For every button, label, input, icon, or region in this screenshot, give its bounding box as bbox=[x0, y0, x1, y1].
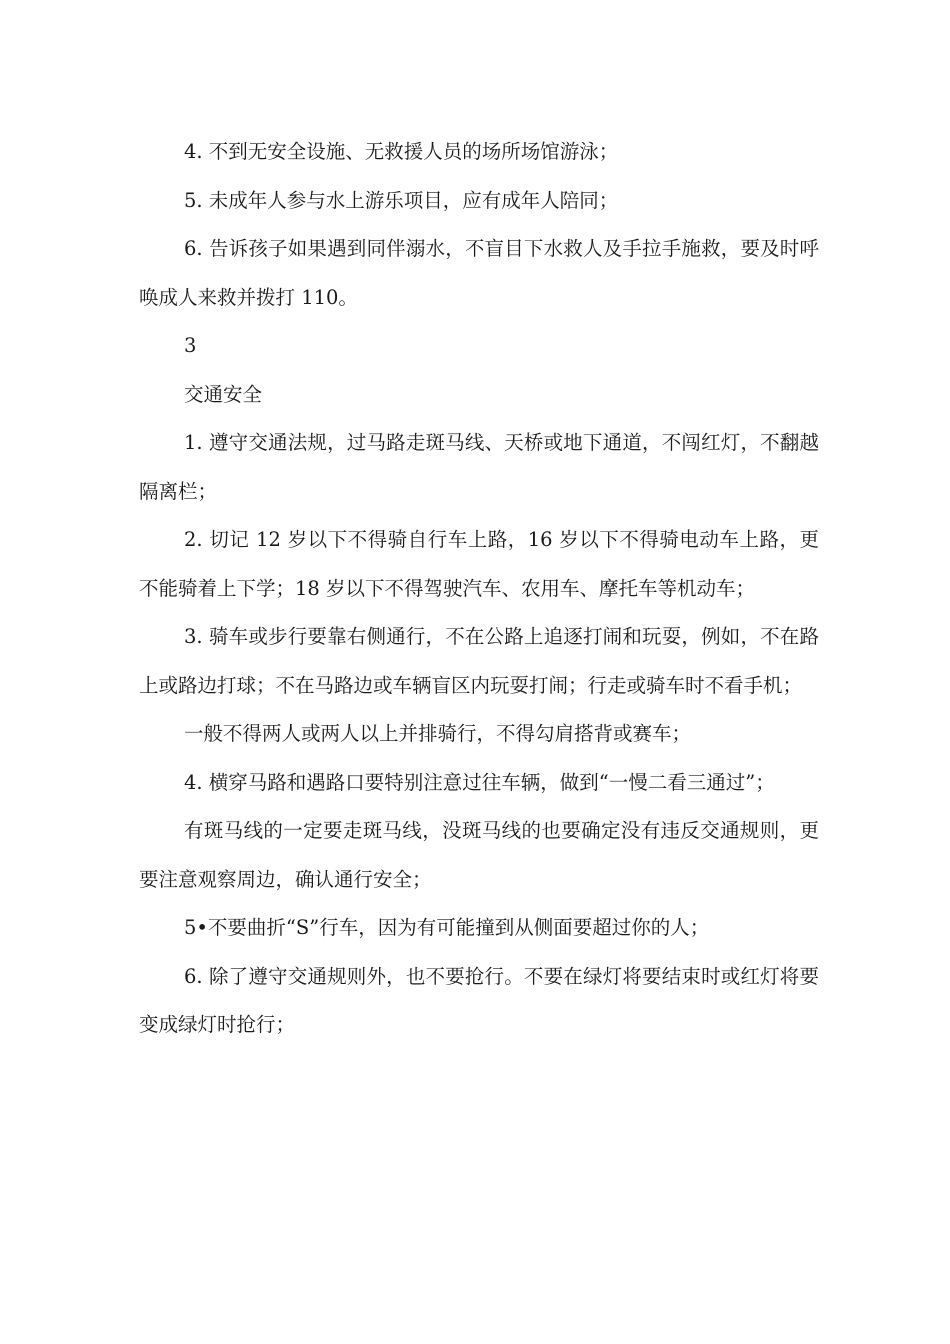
paragraph-swimming-rule-6: 6. 告诉孩子如果遇到同伴溺水，不盲目下水救人及手拉手施救，要及时呼唤成人来救并拨打 110。 bbox=[139, 237, 819, 309]
paragraph-traffic-rule-3-cont: 一般不得两人或两人以上并排骑行，不得勾肩搭背或赛车； bbox=[184, 722, 692, 745]
paragraph-swimming-rule-5: 5. 未成年人参与水上游乐项目，应有成年人陪同； bbox=[184, 188, 619, 212]
paragraph-traffic-rule-2: 2. 切记 12 岁以下不得骑自行车上路，16 岁以下不得骑电动车上路，更不能骑着上下学；18 岁以下不得驾驶汽车、农用车、摩托车等机动车； bbox=[139, 528, 819, 600]
paragraph-traffic-rule-6: 6. 除了遵守交通规则外，也不要抢行。不要在绿灯将要结束时或红灯将要变成绿灯时抢行； bbox=[139, 964, 819, 1036]
paragraph-traffic-rule-4-cont: 有斑马线的一定要走斑马线，没斑马线的也要确定没有违反交通规则，更要注意观察周边，确认通行安全； bbox=[139, 819, 819, 891]
paragraph-traffic-rule-5: 5•不要曲折“S”行车，因为有可能撞到从侧面要超过你的人； bbox=[184, 916, 710, 939]
paragraph-traffic-rule-3: 3. 骑车或步行要靠右侧通行，不在公路上追逐打闹和玩耍，例如，不在路上或路边打球；不在马路边或车辆盲区内玩耍打闹；行走或骑车时不看手机； bbox=[139, 625, 819, 697]
paragraph-swimming-rule-4: 4. 不到无安全设施、无救援人员的场所场馆游泳； bbox=[184, 140, 619, 163]
document-body bbox=[139, 128, 819, 1050]
section-heading-traffic-safety: 交通安全 bbox=[184, 382, 263, 406]
section-number: 3 bbox=[184, 334, 197, 357]
paragraph-traffic-rule-4: 4. 横穿马路和遇路口要特别注意过往车辆，做到“一慢二看三通过”； bbox=[184, 770, 775, 794]
paragraph-traffic-rule-1: 1. 遵守交通法规，过马路走斑马线、天桥或地下通道，不闯红灯，不翻越隔离栏； bbox=[139, 431, 819, 503]
